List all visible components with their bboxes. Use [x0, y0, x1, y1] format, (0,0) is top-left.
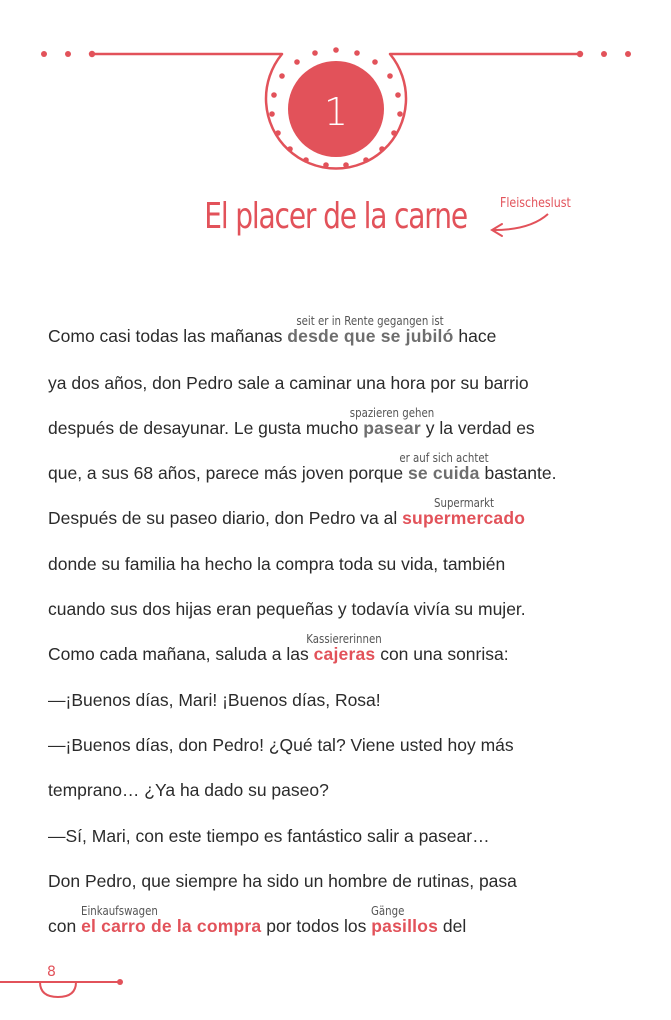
text-line: Como cada mañana, saluda a las cajeras Kassiererinnen con una sonrisa:: [48, 632, 509, 664]
text-line: Don Pedro, que siempre ha sido un hombre de rutinas, pasa: [48, 871, 517, 891]
text-line: que, a sus 68 años, parece más joven porque se cuida er auf sich achtet bastante.: [48, 451, 557, 483]
keyword: pasear spazieren gehen: [349, 406, 435, 438]
keyword: pasillos Gänge: [371, 904, 439, 936]
gloss: Gänge: [371, 904, 405, 918]
text-line: —¡Buenos días, don Pedro! ¿Qué tal? Viene usted hoy más: [48, 735, 514, 755]
keyword: el carro de la compra Einkaufswagen: [81, 904, 262, 936]
text-line: —Sí, Mari, con este tiempo es fantástico salir a pasear…: [48, 826, 490, 846]
text-line: con el carro de la compra Einkaufswagen por todos los pasillos Gänge del: [48, 904, 467, 936]
text-line: —¡Buenos días, Mari! ¡Buenos días, Rosa!: [48, 690, 381, 710]
title-translation-note: Fleischeslust: [500, 196, 571, 211]
chapter-title: El placer de la carne: [204, 196, 467, 237]
gloss: er auf sich achtet: [399, 451, 489, 465]
text-line: temprano… ¿Ya ha dado su paseo?: [48, 780, 329, 800]
keyword: cajeras Kassiererinnen: [306, 632, 383, 664]
text-line: Después de su paseo diario, don Pedro va al supermercado Supermarkt: [48, 496, 526, 528]
text-line: donde su familia ha hecho la compra toda su vida, también: [48, 554, 506, 574]
keyword: supermercado Supermarkt: [402, 496, 526, 528]
gloss: Einkaufswagen: [81, 904, 158, 918]
keyword: desde que se jubiló seit er in Rente gegangen ist: [287, 314, 454, 346]
text-line: después de desayunar. Le gusta mucho pasear spazieren gehen y la verdad es: [48, 406, 535, 438]
chapter-number: 1: [323, 90, 349, 134]
text-line: cuando sus dos hijas eran pequeñas y todavía vivía su mujer.: [48, 599, 526, 619]
text-line: Como casi todas las mañanas desde que se jubiló seit er in Rente gegangen ist hace: [48, 314, 497, 346]
keyword: se cuida er auf sich achtet: [399, 451, 489, 483]
gloss: Kassiererinnen: [306, 632, 383, 646]
gloss: Supermarkt: [433, 496, 494, 510]
gloss: seit er in Rente gegangen ist: [296, 314, 445, 328]
gloss: spazieren gehen: [349, 406, 435, 420]
page-number: 8: [47, 964, 56, 980]
text-line: ya dos años, don Pedro sale a caminar una hora por su barrio: [48, 373, 529, 393]
